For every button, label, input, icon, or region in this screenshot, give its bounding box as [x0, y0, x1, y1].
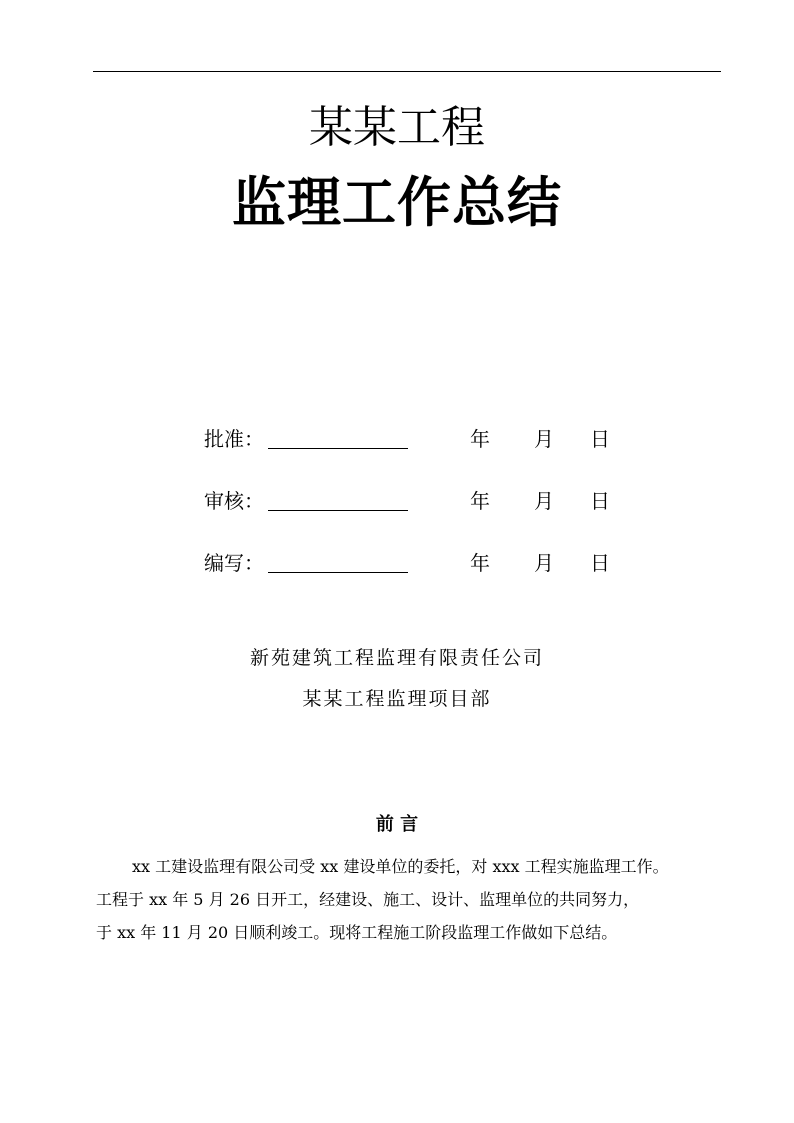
date-month-label: 月 [534, 489, 554, 513]
header-rule [93, 71, 721, 72]
signature-label: 编写： [204, 551, 264, 575]
signature-blank-line [268, 572, 408, 573]
preface-line: xx 工建设监理有限公司受 xx 建设单位的委托，对 xxx 工程实施监理工作。 [132, 857, 669, 876]
signature-blank-line [268, 510, 408, 511]
date-day-label: 日 [590, 427, 610, 451]
company-name: 新苑建筑工程监理有限责任公司 [249, 647, 544, 669]
date-day-label: 日 [590, 489, 610, 513]
signature-row-approve [204, 424, 624, 454]
signature-row-review [204, 486, 624, 516]
date-day-label: 日 [590, 551, 610, 575]
document-title-main: 监理工作总结 [232, 171, 562, 234]
preface-line: 工程于 xx 年 5 月 26 日开工，经建设、施工、设计、监理单位的共同努力， [96, 890, 640, 909]
signature-blank-line [268, 448, 408, 449]
preface-paragraph [96, 850, 736, 949]
preface-line: 于 xx 年 11 月 20 日顺利竣工。现将工程施工阶段监理工作做如下总结。 [96, 923, 618, 942]
date-year-label: 年 [470, 551, 490, 575]
date-year-label: 年 [470, 427, 490, 451]
signature-row-author [204, 548, 624, 578]
preface-heading: 前 言 [375, 814, 419, 835]
project-department: 某某工程监理项目部 [302, 688, 492, 710]
date-year-label: 年 [470, 489, 490, 513]
date-month-label: 月 [534, 427, 554, 451]
signature-label: 审核： [204, 489, 264, 513]
date-month-label: 月 [534, 551, 554, 575]
signature-label: 批准： [204, 427, 264, 451]
document-title-project: 某某工程 [309, 102, 485, 153]
